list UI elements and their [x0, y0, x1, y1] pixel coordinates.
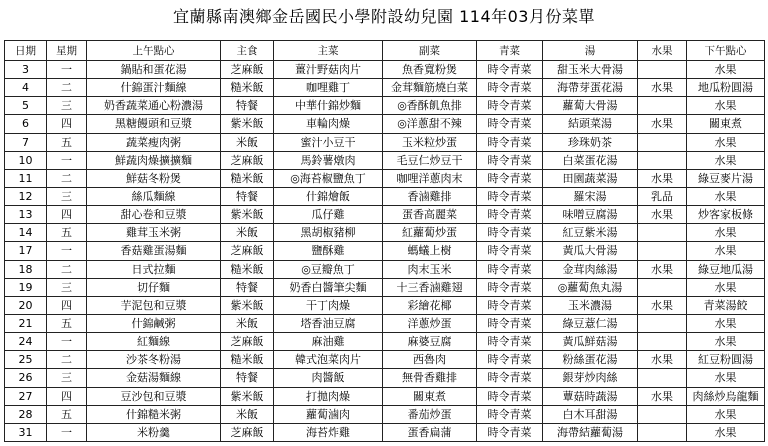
cell-am-snack: 米粉羹 — [87, 423, 221, 441]
cell-weekday: 一 — [47, 242, 87, 260]
cell-fruit: 水果 — [638, 115, 687, 133]
cell-vegetable: 時令青菜 — [477, 260, 543, 278]
cell-vegetable: 時令青菜 — [477, 333, 543, 351]
cell-weekday: 一 — [47, 151, 87, 169]
cell-weekday: 五 — [47, 133, 87, 151]
cell-date: 5 — [5, 97, 47, 115]
cell-pm-snack: 水果 — [687, 314, 765, 332]
cell-main-dish: 韓式泡菜肉片 — [274, 351, 383, 369]
cell-pm-snack: 水果 — [687, 242, 765, 260]
cell-side-dish: 蛋香高麗菜 — [383, 206, 477, 224]
cell-am-snack: 什錦糙米粥 — [87, 405, 221, 423]
cell-side-dish: 無骨香雞排 — [383, 369, 477, 387]
cell-staple: 特餐 — [221, 369, 274, 387]
cell-pm-snack: 炒客家板條 — [687, 206, 765, 224]
cell-weekday: 四 — [47, 387, 87, 405]
header-am-snack: 上午點心 — [87, 41, 221, 61]
cell-main-dish: 車輪肉燥 — [274, 115, 383, 133]
header-pm-snack: 下午點心 — [687, 41, 765, 61]
cell-side-dish: 紅蘿蔔炒蛋 — [383, 224, 477, 242]
cell-fruit: 水果 — [638, 296, 687, 314]
cell-am-snack: 蔬菜瘦肉粥 — [87, 133, 221, 151]
cell-am-snack: 金菇湯麵線 — [87, 369, 221, 387]
cell-date: 13 — [5, 206, 47, 224]
cell-vegetable: 時令青菜 — [477, 151, 543, 169]
cell-soup: 田園蔬菜湯 — [543, 169, 638, 187]
cell-side-dish: 魚香寬粉煲 — [383, 61, 477, 79]
cell-weekday: 二 — [47, 169, 87, 187]
cell-soup: 紅豆紫米湯 — [543, 224, 638, 242]
cell-weekday: 五 — [47, 224, 87, 242]
cell-side-dish: 金茸麵筋燒白菜 — [383, 79, 477, 97]
cell-date: 3 — [5, 61, 47, 79]
cell-side-dish: 螞蟻上樹 — [383, 242, 477, 260]
table-row — [5, 115, 765, 133]
cell-fruit — [638, 314, 687, 332]
cell-weekday: 一 — [47, 423, 87, 441]
cell-pm-snack: 綠豆麥片湯 — [687, 169, 765, 187]
cell-fruit — [638, 369, 687, 387]
cell-weekday: 五 — [47, 314, 87, 332]
cell-main-dish: 奶香白醬筆尖麵 — [274, 278, 383, 296]
table-row — [5, 369, 765, 387]
cell-side-dish: 彩繪花椰 — [383, 296, 477, 314]
cell-fruit: 水果 — [638, 206, 687, 224]
cell-staple: 米飯 — [221, 314, 274, 332]
table-row — [5, 314, 765, 332]
table-row — [5, 423, 765, 441]
cell-soup: 銀芽炒肉絲 — [543, 369, 638, 387]
cell-pm-snack: 水果 — [687, 151, 765, 169]
cell-fruit: 水果 — [638, 169, 687, 187]
cell-soup: 金茸肉絲湯 — [543, 260, 638, 278]
header-weekday: 星期 — [47, 41, 87, 61]
cell-am-snack: 絲瓜麵線 — [87, 187, 221, 205]
cell-pm-snack: 水果 — [687, 333, 765, 351]
cell-vegetable: 時令青菜 — [477, 351, 543, 369]
cell-am-snack: 芋泥包和豆漿 — [87, 296, 221, 314]
cell-vegetable: 時令青菜 — [477, 423, 543, 441]
cell-date: 14 — [5, 224, 47, 242]
menu-table — [4, 40, 765, 442]
cell-side-dish: ◎香酥飢魚排 — [383, 97, 477, 115]
cell-soup: 粉絲蛋花湯 — [543, 351, 638, 369]
cell-soup: ◎蘿蔔魚丸湯 — [543, 278, 638, 296]
cell-weekday: 三 — [47, 278, 87, 296]
cell-pm-snack: 青菜湯餃 — [687, 296, 765, 314]
cell-pm-snack: 綠豆地瓜湯 — [687, 260, 765, 278]
cell-side-dish: 番茄炒蛋 — [383, 405, 477, 423]
cell-soup: 黃瓜大骨湯 — [543, 242, 638, 260]
cell-pm-snack: 水果 — [687, 369, 765, 387]
cell-vegetable: 時令青菜 — [477, 133, 543, 151]
cell-vegetable: 時令青菜 — [477, 115, 543, 133]
header-vegetable: 青菜 — [477, 41, 543, 61]
menu-title: 宜蘭縣南澳鄉金岳國民小學附設幼兒園 114年03月份菜單 — [173, 7, 595, 26]
cell-weekday: 五 — [47, 405, 87, 423]
cell-soup: 白木耳甜湯 — [543, 405, 638, 423]
cell-am-snack: 日式拉麵 — [87, 260, 221, 278]
cell-staple: 芝麻飯 — [221, 151, 274, 169]
cell-vegetable: 時令青菜 — [477, 405, 543, 423]
cell-vegetable: 時令青菜 — [477, 169, 543, 187]
table-row — [5, 79, 765, 97]
cell-date: 10 — [5, 151, 47, 169]
table-row — [5, 206, 765, 224]
cell-am-snack: 黑糖饅頭和豆漿 — [87, 115, 221, 133]
cell-fruit — [638, 242, 687, 260]
cell-weekday: 一 — [47, 61, 87, 79]
cell-am-snack: 沙茶冬粉湯 — [87, 351, 221, 369]
cell-staple: 米飯 — [221, 133, 274, 151]
cell-am-snack: 切仔麵 — [87, 278, 221, 296]
cell-fruit — [638, 97, 687, 115]
cell-vegetable: 時令青菜 — [477, 187, 543, 205]
cell-soup: 結頭菜湯 — [543, 115, 638, 133]
cell-main-dish: 打拋肉燥 — [274, 387, 383, 405]
cell-pm-snack: 水果 — [687, 278, 765, 296]
cell-soup: 蘿蔔大骨湯 — [543, 97, 638, 115]
cell-soup: 海帶結蘿蔔湯 — [543, 423, 638, 441]
cell-side-dish: 玉米粒炒蛋 — [383, 133, 477, 151]
cell-pm-snack: 肉絲炒烏龍麵 — [687, 387, 765, 405]
cell-date: 11 — [5, 169, 47, 187]
cell-pm-snack: 關東煮 — [687, 115, 765, 133]
cell-main-dish: 什錦燴飯 — [274, 187, 383, 205]
header-fruit: 水果 — [638, 41, 687, 61]
cell-am-snack: 鍋貼和蛋花湯 — [87, 61, 221, 79]
table-row — [5, 97, 765, 115]
cell-fruit: 水果 — [638, 260, 687, 278]
cell-soup: 海帶芽蛋花湯 — [543, 79, 638, 97]
cell-main-dish: 中華什錦炒麵 — [274, 97, 383, 115]
cell-date: 4 — [5, 79, 47, 97]
cell-date: 31 — [5, 423, 47, 441]
header-main-dish: 主菜 — [274, 41, 383, 61]
cell-am-snack: 鮮菇冬粉煲 — [87, 169, 221, 187]
cell-vegetable: 時令青菜 — [477, 369, 543, 387]
cell-main-dish: 蘿蔔滷肉 — [274, 405, 383, 423]
header-staple: 主食 — [221, 41, 274, 61]
cell-weekday: 四 — [47, 115, 87, 133]
cell-am-snack: 紅麵線 — [87, 333, 221, 351]
table-row — [5, 260, 765, 278]
cell-am-snack: 甜心卷和豆漿 — [87, 206, 221, 224]
cell-side-dish: 咖哩洋蔥肉末 — [383, 169, 477, 187]
cell-am-snack: 什錦鹹粥 — [87, 314, 221, 332]
cell-pm-snack: 水果 — [687, 97, 765, 115]
header-row — [5, 41, 765, 61]
cell-am-snack: 什錦蛋汁麵線 — [87, 79, 221, 97]
menu-body — [5, 61, 765, 442]
cell-date: 24 — [5, 333, 47, 351]
cell-weekday: 三 — [47, 97, 87, 115]
cell-vegetable: 時令青菜 — [477, 314, 543, 332]
table-row — [5, 61, 765, 79]
cell-staple: 芝麻飯 — [221, 333, 274, 351]
cell-main-dish: 干丁肉燥 — [274, 296, 383, 314]
cell-soup: 綠豆薏仁湯 — [543, 314, 638, 332]
cell-fruit: 水果 — [638, 79, 687, 97]
cell-pm-snack: 地瓜粉圓湯 — [687, 79, 765, 97]
cell-weekday: 二 — [47, 260, 87, 278]
cell-fruit: 水果 — [638, 387, 687, 405]
cell-staple: 紫米飯 — [221, 296, 274, 314]
cell-date: 7 — [5, 133, 47, 151]
table-row — [5, 333, 765, 351]
cell-vegetable: 時令青菜 — [477, 296, 543, 314]
cell-main-dish: 瓜仔雞 — [274, 206, 383, 224]
cell-side-dish: 香滷雞排 — [383, 187, 477, 205]
cell-date: 25 — [5, 351, 47, 369]
table-row — [5, 405, 765, 423]
cell-staple: 紫米飯 — [221, 206, 274, 224]
table-row — [5, 169, 765, 187]
cell-am-snack: 豆沙包和豆漿 — [87, 387, 221, 405]
table-row — [5, 296, 765, 314]
cell-staple: 紫米飯 — [221, 387, 274, 405]
cell-staple: 糙米飯 — [221, 79, 274, 97]
cell-pm-snack: 水果 — [687, 423, 765, 441]
cell-main-dish: 麻油雞 — [274, 333, 383, 351]
cell-date: 18 — [5, 260, 47, 278]
cell-vegetable: 時令青菜 — [477, 387, 543, 405]
cell-am-snack: 鮮蔬肉燥擴擴麵 — [87, 151, 221, 169]
cell-soup: 玉米濃湯 — [543, 296, 638, 314]
cell-date: 12 — [5, 187, 47, 205]
cell-am-snack: 雞茸玉米粥 — [87, 224, 221, 242]
cell-date: 6 — [5, 115, 47, 133]
cell-main-dish: 肉醬飯 — [274, 369, 383, 387]
cell-weekday: 四 — [47, 206, 87, 224]
cell-main-dish: 黑胡椒豬柳 — [274, 224, 383, 242]
cell-side-dish: 毛豆仁炒豆干 — [383, 151, 477, 169]
cell-vegetable: 時令青菜 — [477, 61, 543, 79]
cell-date: 19 — [5, 278, 47, 296]
table-row — [5, 151, 765, 169]
cell-fruit: 乳品 — [638, 187, 687, 205]
cell-staple: 芝麻飯 — [221, 423, 274, 441]
cell-pm-snack: 水果 — [687, 224, 765, 242]
cell-date: 20 — [5, 296, 47, 314]
cell-fruit: 水果 — [638, 351, 687, 369]
cell-side-dish: 十三香滷雞翅 — [383, 278, 477, 296]
table-row — [5, 351, 765, 369]
cell-soup: 蕈菇時蔬湯 — [543, 387, 638, 405]
header-date: 日期 — [5, 41, 47, 61]
cell-soup: 白菜蛋花湯 — [543, 151, 638, 169]
cell-staple: 特餐 — [221, 97, 274, 115]
table-row — [5, 387, 765, 405]
cell-staple: 糙米飯 — [221, 351, 274, 369]
cell-weekday: 一 — [47, 333, 87, 351]
cell-staple: 糙米飯 — [221, 169, 274, 187]
header-side-dish: 副菜 — [383, 41, 477, 61]
cell-date: 26 — [5, 369, 47, 387]
cell-am-snack: 奶香蔬菜通心粉濃湯 — [87, 97, 221, 115]
cell-fruit — [638, 224, 687, 242]
cell-staple: 芝麻飯 — [221, 242, 274, 260]
cell-am-snack: 香菇雞蛋湯麵 — [87, 242, 221, 260]
cell-pm-snack: 紅豆粉圓湯 — [687, 351, 765, 369]
cell-staple: 特餐 — [221, 187, 274, 205]
cell-pm-snack: 水果 — [687, 133, 765, 151]
cell-fruit — [638, 133, 687, 151]
cell-staple: 米飯 — [221, 224, 274, 242]
cell-soup: 味噌豆腐湯 — [543, 206, 638, 224]
cell-side-dish: ◎洋蔥甜不辣 — [383, 115, 477, 133]
cell-date: 17 — [5, 242, 47, 260]
cell-side-dish: 關東煮 — [383, 387, 477, 405]
cell-vegetable: 時令青菜 — [477, 224, 543, 242]
cell-soup: 羅宋湯 — [543, 187, 638, 205]
cell-main-dish: ◎海苔椒鹽魚丁 — [274, 169, 383, 187]
cell-main-dish: 薑汁野菇肉片 — [274, 61, 383, 79]
cell-soup: 珍珠奶茶 — [543, 133, 638, 151]
header-soup: 湯 — [543, 41, 638, 61]
cell-main-dish: 蜜汁小豆干 — [274, 133, 383, 151]
cell-fruit — [638, 423, 687, 441]
cell-main-dish: 馬鈴薯燉肉 — [274, 151, 383, 169]
cell-weekday: 三 — [47, 187, 87, 205]
cell-main-dish: 咖哩雞丁 — [274, 79, 383, 97]
cell-weekday: 二 — [47, 351, 87, 369]
cell-date: 28 — [5, 405, 47, 423]
table-row — [5, 224, 765, 242]
cell-date: 27 — [5, 387, 47, 405]
cell-side-dish: 麻婆豆腐 — [383, 333, 477, 351]
cell-staple: 芝麻飯 — [221, 61, 274, 79]
cell-soup: 黃瓜鮮菇湯 — [543, 333, 638, 351]
cell-fruit — [638, 405, 687, 423]
cell-main-dish: 海苔炸雞 — [274, 423, 383, 441]
cell-staple: 紫米飯 — [221, 115, 274, 133]
table-row — [5, 187, 765, 205]
cell-main-dish: 鹽酥雞 — [274, 242, 383, 260]
cell-staple: 米飯 — [221, 405, 274, 423]
cell-side-dish: 洋蔥炒蛋 — [383, 314, 477, 332]
cell-weekday: 四 — [47, 296, 87, 314]
cell-fruit — [638, 333, 687, 351]
cell-pm-snack: 水果 — [687, 187, 765, 205]
cell-pm-snack: 水果 — [687, 405, 765, 423]
cell-vegetable: 時令青菜 — [477, 79, 543, 97]
cell-side-dish: 西魯肉 — [383, 351, 477, 369]
cell-fruit — [638, 151, 687, 169]
cell-side-dish: 肉末玉米 — [383, 260, 477, 278]
table-row — [5, 133, 765, 151]
cell-staple: 糙米飯 — [221, 260, 274, 278]
cell-vegetable: 時令青菜 — [477, 242, 543, 260]
table-row — [5, 278, 765, 296]
cell-side-dish: 蛋香扁蒲 — [383, 423, 477, 441]
cell-main-dish: 塔香油豆腐 — [274, 314, 383, 332]
table-row — [5, 242, 765, 260]
cell-weekday: 三 — [47, 369, 87, 387]
cell-fruit — [638, 61, 687, 79]
cell-vegetable: 時令青菜 — [477, 97, 543, 115]
cell-staple: 特餐 — [221, 278, 274, 296]
cell-soup: 甜玉米大骨湯 — [543, 61, 638, 79]
cell-pm-snack: 水果 — [687, 61, 765, 79]
cell-date: 21 — [5, 314, 47, 332]
cell-vegetable: 時令青菜 — [477, 206, 543, 224]
cell-main-dish: ◎豆瓣魚丁 — [274, 260, 383, 278]
cell-weekday: 二 — [47, 79, 87, 97]
cell-vegetable: 時令青菜 — [477, 278, 543, 296]
cell-fruit — [638, 278, 687, 296]
